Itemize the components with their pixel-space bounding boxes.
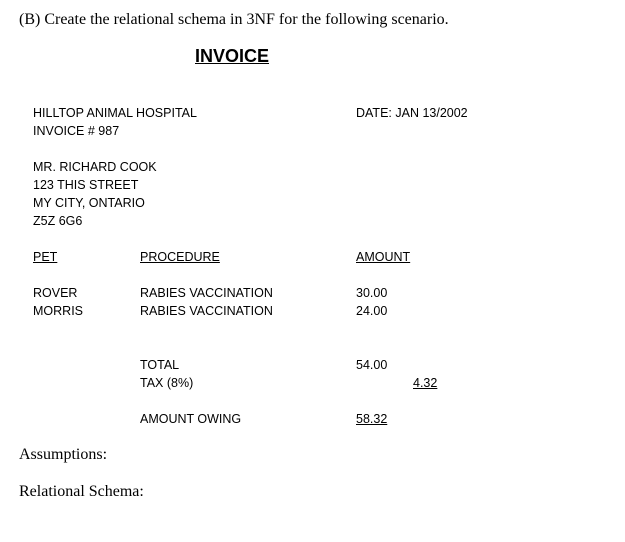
invoice-number: INVOICE # 987 <box>33 124 120 138</box>
row-2-pet: MORRIS <box>33 304 83 318</box>
row-1-pet: ROVER <box>33 286 78 300</box>
customer-name: MR. RICHARD COOK <box>33 160 157 174</box>
hospital-name: HILLTOP ANIMAL HOSPITAL <box>33 106 197 120</box>
invoice-date: DATE: JAN 13/2002 <box>356 106 468 120</box>
header-procedure: PROCEDURE <box>140 250 220 264</box>
header-pet: PET <box>33 250 58 264</box>
invoice-title: INVOICE <box>195 46 270 66</box>
assumptions-label: Assumptions: <box>19 446 108 463</box>
customer-city: MY CITY, ONTARIO <box>33 196 145 210</box>
tax-label: TAX (8%) <box>140 376 194 390</box>
question-text: (B) Create the relational schema in 3NF for the following scenario. <box>19 11 449 28</box>
row-2-amount: 24.00 <box>356 304 388 318</box>
customer-postal: Z5Z 6G6 <box>33 214 83 228</box>
tax-value: 4.32 <box>413 376 438 390</box>
total-value: 54.00 <box>356 358 388 372</box>
row-1-procedure: RABIES VACCINATION <box>140 286 273 300</box>
owing-value: 58.32 <box>356 412 388 426</box>
owing-label: AMOUNT OWING <box>140 412 242 426</box>
relational-schema-label: Relational Schema: <box>19 483 144 500</box>
total-label: TOTAL <box>140 358 180 372</box>
customer-street: 123 THIS STREET <box>33 178 139 192</box>
row-2-procedure: RABIES VACCINATION <box>140 304 273 318</box>
row-1-amount: 30.00 <box>356 286 388 300</box>
header-amount: AMOUNT <box>356 250 411 264</box>
